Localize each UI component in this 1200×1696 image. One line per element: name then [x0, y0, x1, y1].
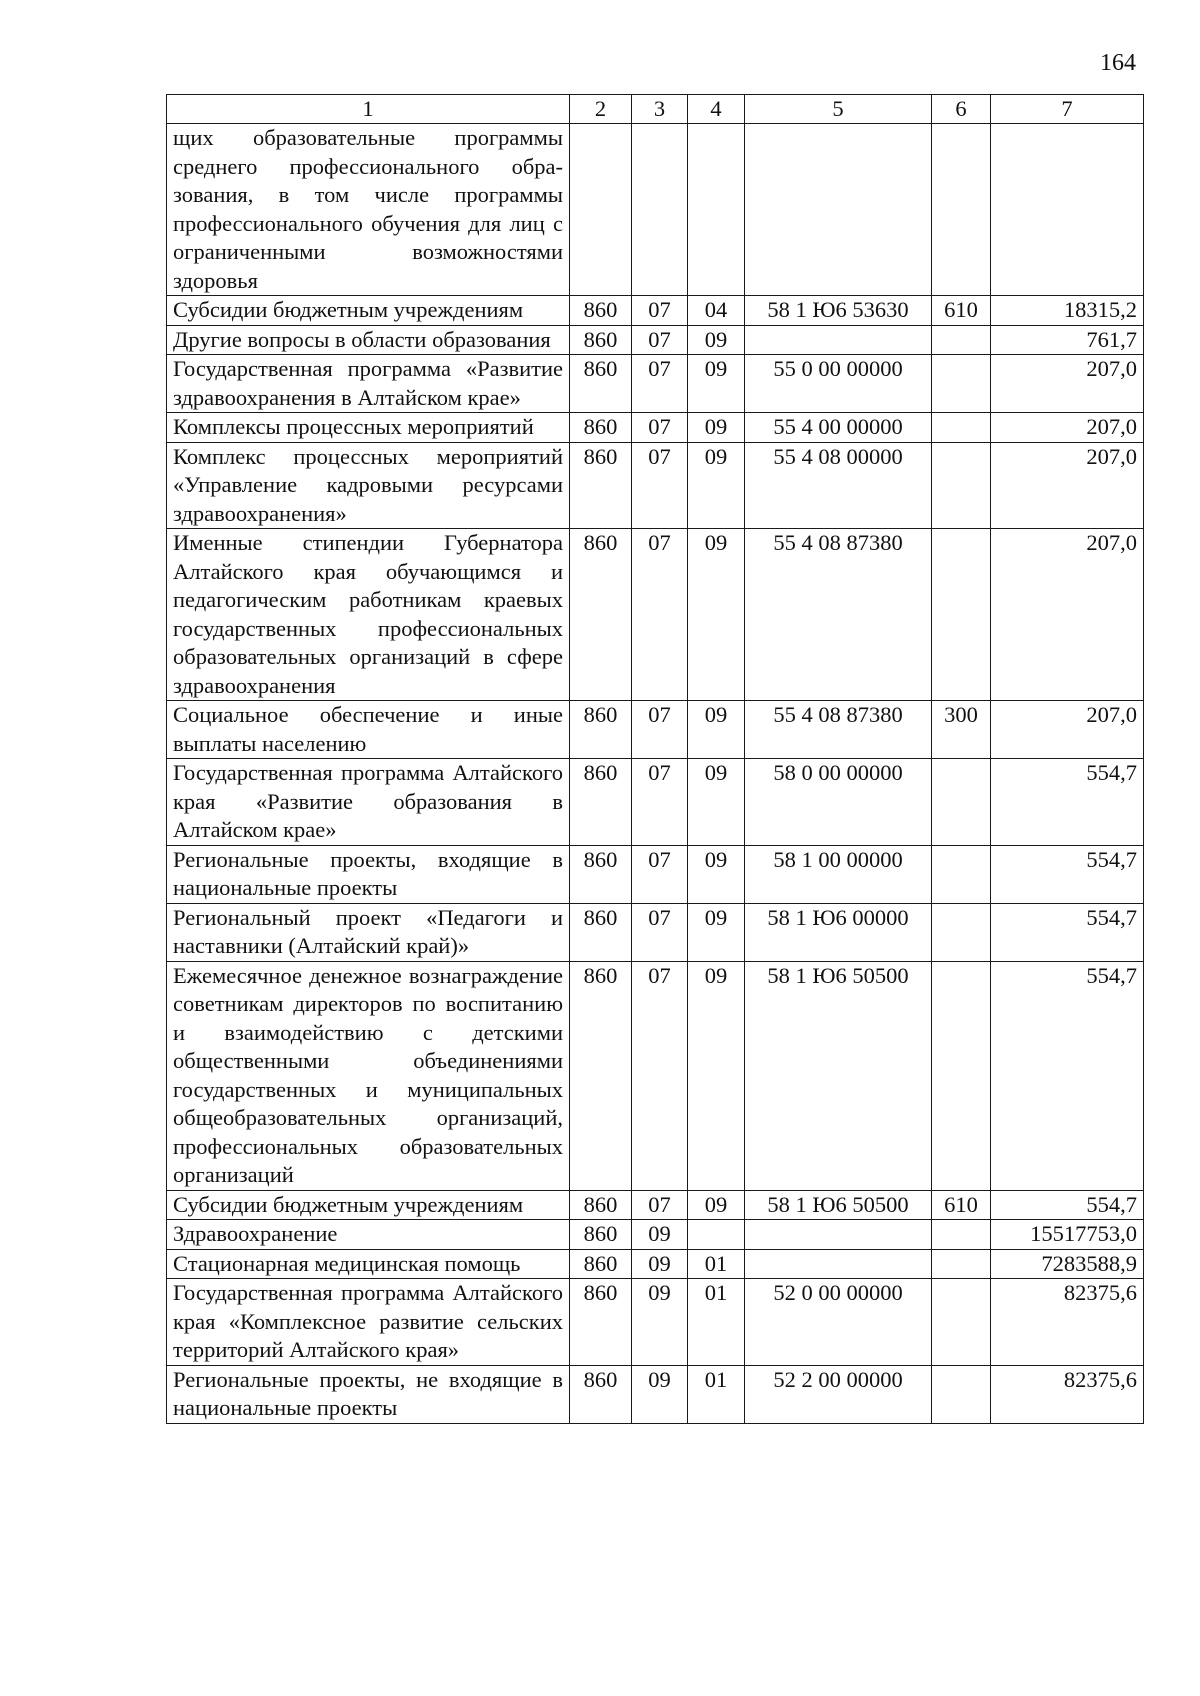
target-article-code: [745, 1249, 932, 1279]
table-header: [167, 95, 1144, 124]
table-row: [167, 1365, 1144, 1423]
section-code: 07: [632, 961, 688, 1190]
amount: 207,0: [991, 355, 1144, 413]
section-code: 07: [632, 442, 688, 529]
subsection-code: 09: [688, 759, 745, 846]
table-row: [167, 1220, 1144, 1250]
expense-type-code: [932, 325, 991, 355]
column-header: 3: [632, 95, 688, 124]
expense-type-code: [932, 124, 991, 296]
section-code: 07: [632, 296, 688, 326]
amount: 207,0: [991, 413, 1144, 443]
table-row: [167, 124, 1144, 296]
column-header: 1: [167, 95, 570, 124]
column-header: 5: [745, 95, 932, 124]
expense-type-code: [932, 961, 991, 1190]
table-row: [167, 1249, 1144, 1279]
target-article-code: 58 1 Ю6 53630: [745, 296, 932, 326]
table-row: [167, 701, 1144, 759]
admin-code: 860: [570, 961, 632, 1190]
row-name: Субсидии бюджетным учреждениям: [167, 296, 570, 326]
subsection-code: 09: [688, 903, 745, 961]
expense-type-code: [932, 355, 991, 413]
expense-type-code: [932, 845, 991, 903]
table-row: [167, 759, 1144, 846]
amount: 7283588,9: [991, 1249, 1144, 1279]
amount: 554,7: [991, 759, 1144, 846]
target-article-code: [745, 124, 932, 296]
row-name: Государственная программа «Развитие здравоохранения в Алтайском крае»: [167, 355, 570, 413]
table-row: [167, 355, 1144, 413]
section-code: 07: [632, 325, 688, 355]
column-header: 6: [932, 95, 991, 124]
expense-type-code: 610: [932, 296, 991, 326]
target-article-code: 58 1 Ю6 00000: [745, 903, 932, 961]
amount: 761,7: [991, 325, 1144, 355]
section-code: 07: [632, 355, 688, 413]
expense-type-code: [932, 1220, 991, 1250]
target-article-code: [745, 325, 932, 355]
row-name: Социальное обеспечение и иные выплаты населению: [167, 701, 570, 759]
target-article-code: 55 0 00 00000: [745, 355, 932, 413]
column-header: 2: [570, 95, 632, 124]
expense-type-code: [932, 759, 991, 846]
subsection-code: 09: [688, 701, 745, 759]
table-body: [167, 124, 1144, 1424]
subsection-code: 09: [688, 845, 745, 903]
target-article-code: [745, 1220, 932, 1250]
column-number-row: [167, 95, 1144, 124]
row-name: щих образовательные программы среднего профессионального образования, в том числе программы профессионального обучения для лиц с ограниченными возможностями здоровья: [167, 124, 570, 296]
admin-code: 860: [570, 413, 632, 443]
amount: 554,7: [991, 1190, 1144, 1220]
table-row: [167, 442, 1144, 529]
row-name: Комплекс процессных мероприятий «Управление кадровыми ресурсами здравоохранения»: [167, 442, 570, 529]
subsection-code: 01: [688, 1249, 745, 1279]
admin-code: 860: [570, 845, 632, 903]
target-article-code: 55 4 08 87380: [745, 701, 932, 759]
section-code: 07: [632, 759, 688, 846]
subsection-code: 01: [688, 1365, 745, 1423]
admin-code: 860: [570, 1220, 632, 1250]
subsection-code: 01: [688, 1279, 745, 1366]
target-article-code: 58 1 00 00000: [745, 845, 932, 903]
admin-code: [570, 124, 632, 296]
table-row: [167, 845, 1144, 903]
subsection-code: 09: [688, 442, 745, 529]
table-row: [167, 1279, 1144, 1366]
subsection-code: 09: [688, 961, 745, 1190]
expense-type-code: [932, 1279, 991, 1366]
budget-table: [166, 94, 1144, 1424]
table-row: [167, 529, 1144, 701]
target-article-code: 55 4 08 00000: [745, 442, 932, 529]
row-name: Государственная программа Алтайского края «Комплексное развитие сельских территорий Алтайского края»: [167, 1279, 570, 1366]
amount: 82375,6: [991, 1365, 1144, 1423]
amount: 15517753,0: [991, 1220, 1144, 1250]
section-code: 09: [632, 1279, 688, 1366]
expense-type-code: [932, 529, 991, 701]
row-name: Именные стипендии Губернатора Алтайского края обучающимся и педагогическим работникам краевых государственных профессиональных образовательных организаций в сфере здравоохранения: [167, 529, 570, 701]
row-name: Региональные проекты, не входящие в национальные проекты: [167, 1365, 570, 1423]
row-name: Комплексы процессных мероприятий: [167, 413, 570, 443]
expense-type-code: [932, 413, 991, 443]
table-row: [167, 413, 1144, 443]
table-row: [167, 903, 1144, 961]
admin-code: 860: [570, 759, 632, 846]
row-name: Региональные проекты, входящие в национальные проекты: [167, 845, 570, 903]
subsection-code: [688, 124, 745, 296]
expense-type-code: 300: [932, 701, 991, 759]
admin-code: 860: [570, 1249, 632, 1279]
target-article-code: 55 4 08 87380: [745, 529, 932, 701]
admin-code: 860: [570, 903, 632, 961]
expense-type-code: [932, 903, 991, 961]
admin-code: 860: [570, 701, 632, 759]
subsection-code: 09: [688, 529, 745, 701]
section-code: 09: [632, 1365, 688, 1423]
section-code: 07: [632, 413, 688, 443]
expense-type-code: [932, 1249, 991, 1279]
section-code: 07: [632, 845, 688, 903]
amount: 207,0: [991, 529, 1144, 701]
admin-code: 860: [570, 1190, 632, 1220]
subsection-code: 09: [688, 355, 745, 413]
target-article-code: 58 1 Ю6 50500: [745, 961, 932, 1190]
target-article-code: 58 1 Ю6 50500: [745, 1190, 932, 1220]
expense-type-code: 610: [932, 1190, 991, 1220]
column-header: 7: [991, 95, 1144, 124]
admin-code: 860: [570, 1365, 632, 1423]
admin-code: 860: [570, 1279, 632, 1366]
amount: 207,0: [991, 701, 1144, 759]
target-article-code: 52 2 00 00000: [745, 1365, 932, 1423]
amount: 554,7: [991, 961, 1144, 1190]
table-row: [167, 1190, 1144, 1220]
row-name: Региональный проект «Педагоги и наставники (Алтайский край)»: [167, 903, 570, 961]
admin-code: 860: [570, 442, 632, 529]
expense-type-code: [932, 442, 991, 529]
admin-code: 860: [570, 355, 632, 413]
amount: 18315,2: [991, 296, 1144, 326]
row-name: Другие вопросы в области образования: [167, 325, 570, 355]
subsection-code: 09: [688, 325, 745, 355]
page-number: 164: [1100, 50, 1136, 76]
amount: 82375,6: [991, 1279, 1144, 1366]
row-name: Государственная программа Алтайского края «Развитие образования в Алтайском крае»: [167, 759, 570, 846]
table-row: [167, 296, 1144, 326]
subsection-code: 09: [688, 1190, 745, 1220]
section-code: 09: [632, 1249, 688, 1279]
subsection-code: 09: [688, 413, 745, 443]
section-code: 09: [632, 1220, 688, 1250]
row-name: Ежемесячное денежное вознаграждение советникам директоров по воспитанию и взаимодействию с детскими общественными объединениями государственных и муниципальных общеобразовательных организаций, профессиональных образовательных организаций: [167, 961, 570, 1190]
target-article-code: 55 4 00 00000: [745, 413, 932, 443]
amount: 554,7: [991, 903, 1144, 961]
section-code: 07: [632, 701, 688, 759]
target-article-code: 52 0 00 00000: [745, 1279, 932, 1366]
amount: 554,7: [991, 845, 1144, 903]
section-code: 07: [632, 1190, 688, 1220]
row-name: Здравоохранение: [167, 1220, 570, 1250]
section-code: 07: [632, 529, 688, 701]
section-code: 07: [632, 903, 688, 961]
table-row: [167, 325, 1144, 355]
subsection-code: 04: [688, 296, 745, 326]
section-code: [632, 124, 688, 296]
admin-code: 860: [570, 529, 632, 701]
row-name: Субсидии бюджетным учреждениям: [167, 1190, 570, 1220]
admin-code: 860: [570, 325, 632, 355]
column-header: 4: [688, 95, 745, 124]
expense-type-code: [932, 1365, 991, 1423]
table-row: [167, 961, 1144, 1190]
row-name: Стационарная медицинская помощь: [167, 1249, 570, 1279]
amount: 207,0: [991, 442, 1144, 529]
subsection-code: [688, 1220, 745, 1250]
admin-code: 860: [570, 296, 632, 326]
target-article-code: 58 0 00 00000: [745, 759, 932, 846]
amount: [991, 124, 1144, 296]
